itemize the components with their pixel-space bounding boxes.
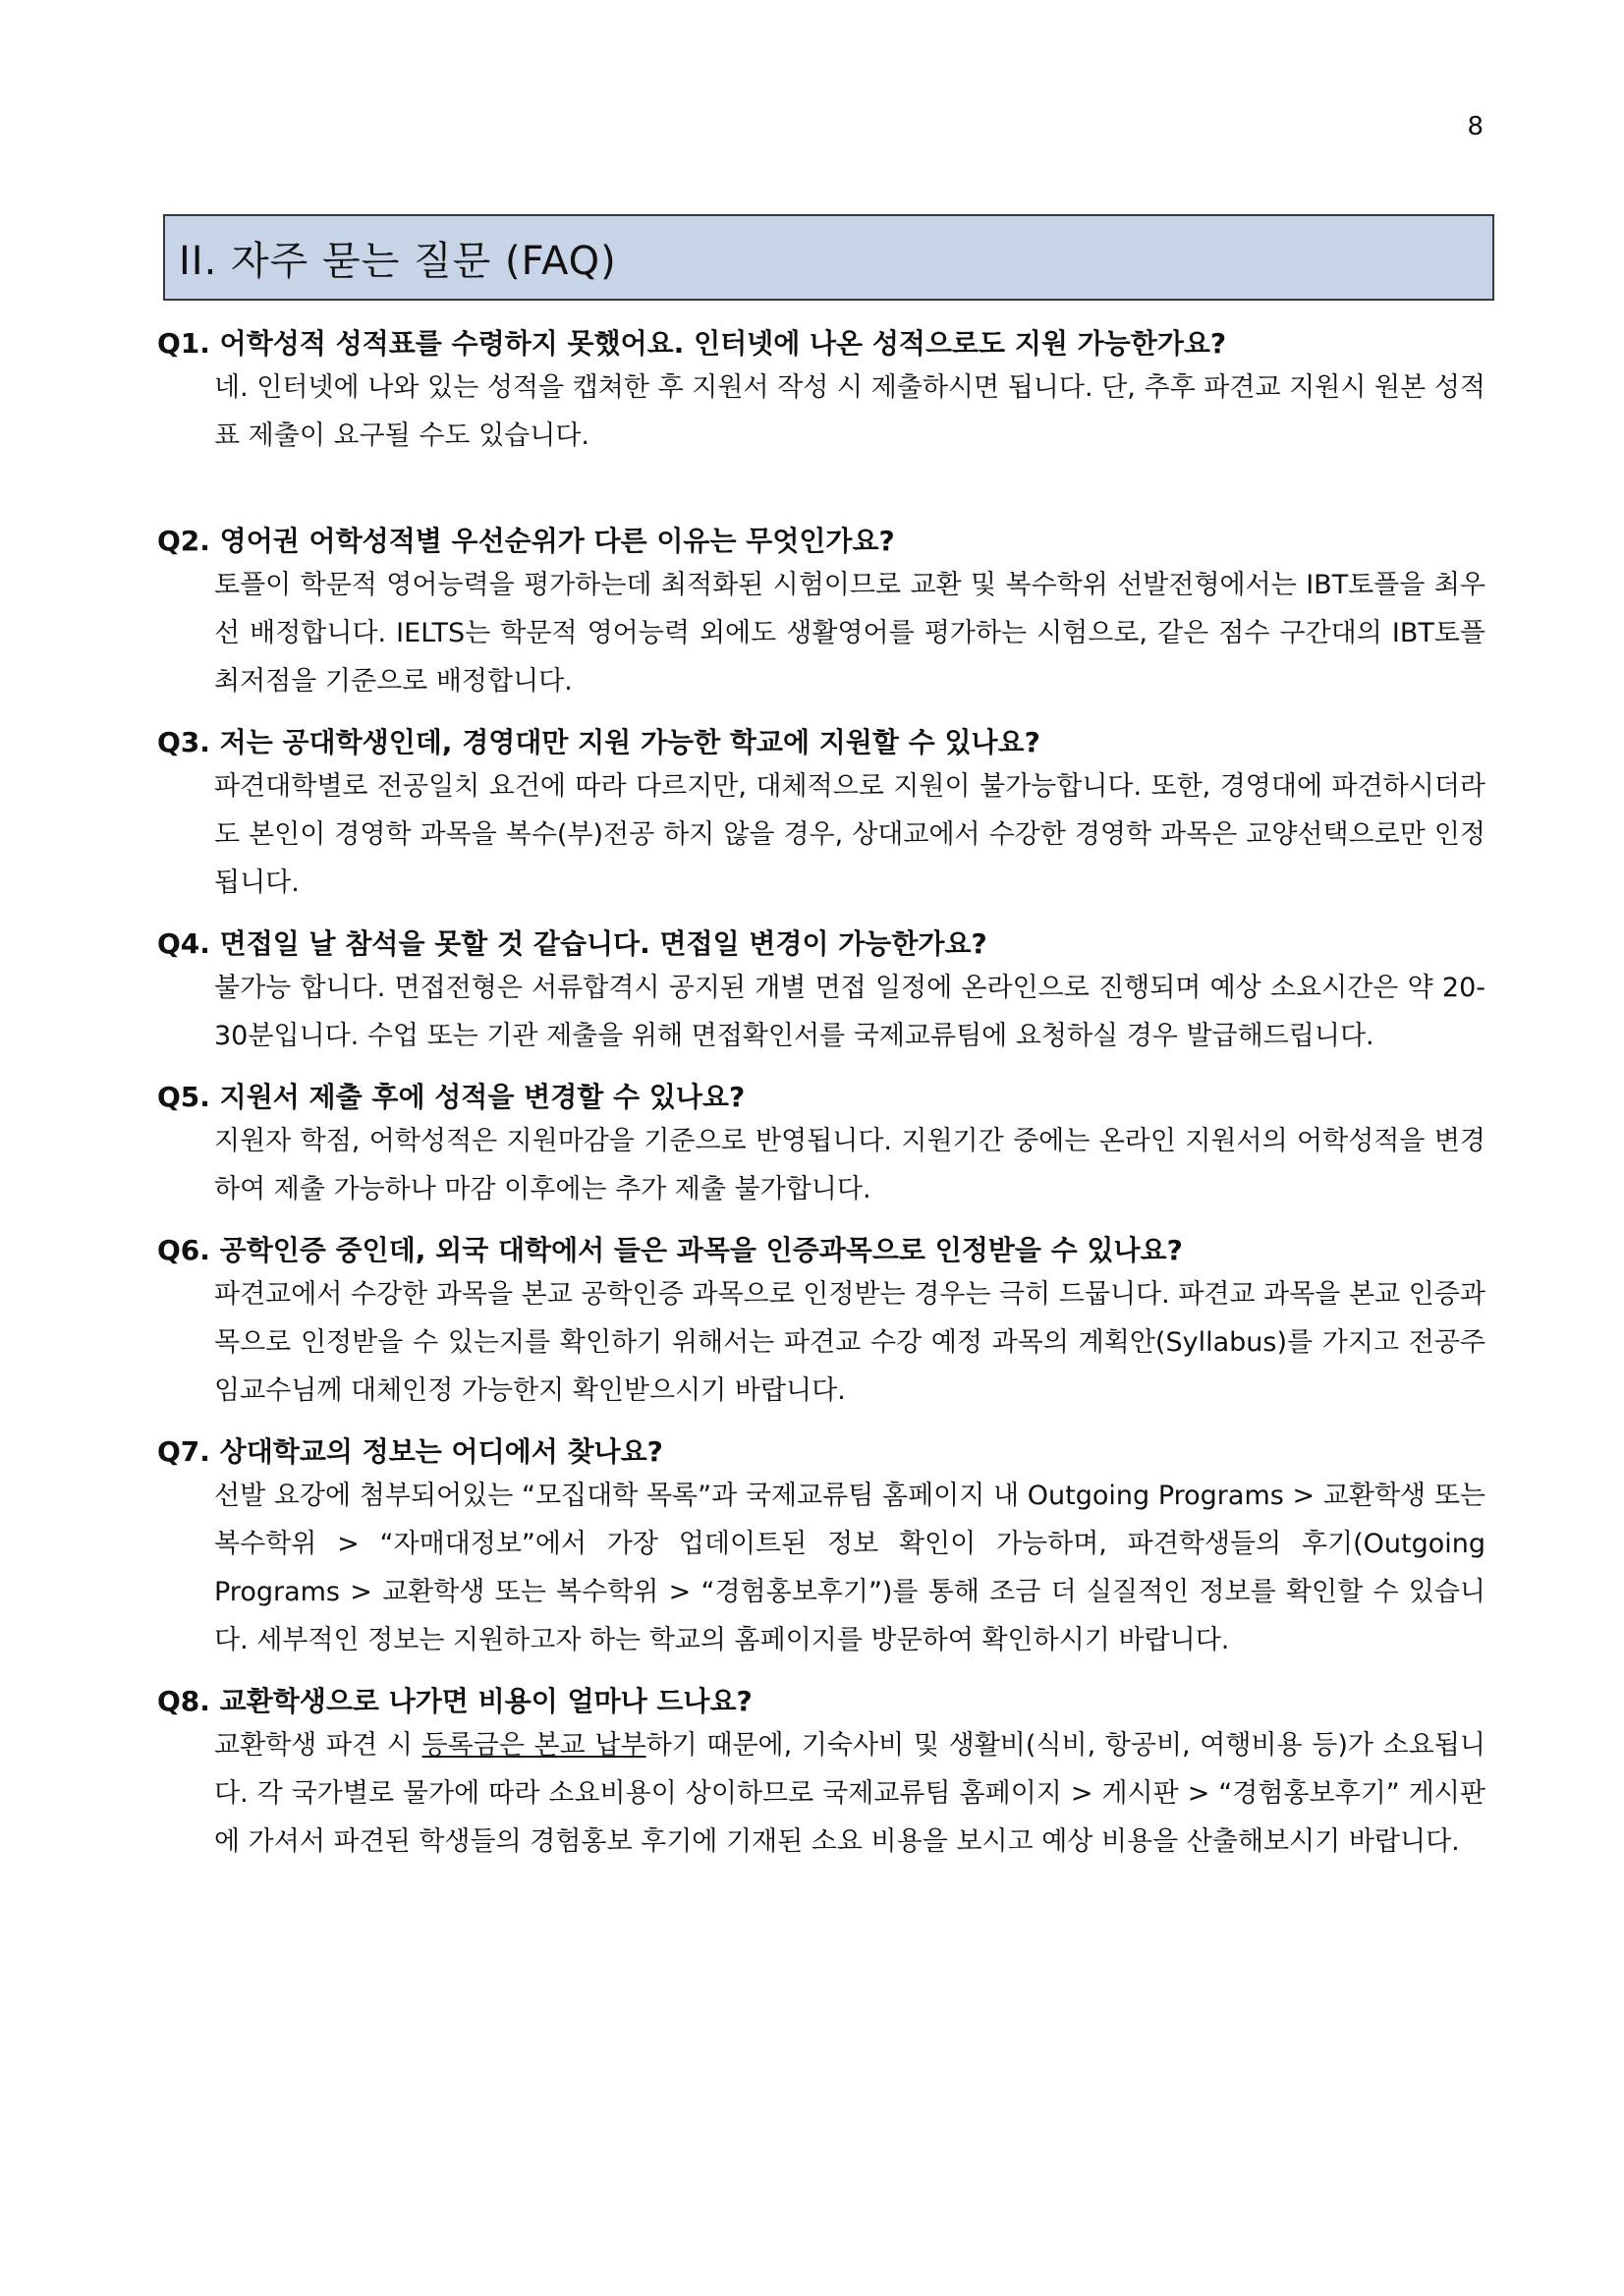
- faq-item-q6: [157, 1231, 1485, 1415]
- faq-answer: [157, 1721, 1485, 1866]
- faq-answer: 파견교에서 수강한 과목을 본교 공학인증 과목으로 인정받는 경우는 극히 드뭅니다. 파견교 과목을 본교 인증과목으로 인정받을 수 있는지를 확인하기 위해서는 파견교 수강 예정 과목의 계획안(Syllabus)를 가지고 전공주임교수님께 대체인정 가능한지 확인받으시기 바랍니다.: [214, 1279, 1485, 1406]
- answer-text-after: 하기 때문에, 기숙사비 및 생활비(식비, 항공비, 여행비용 등)가 소요됩니다. 각 국가별로 물가에 따라 소요비용이 상이하므로 국제교류팀 홈페이지 > 게시판 > “경험홍보후기” 게시판에 가셔서 파견된 학생들의 경험홍보 후기에 기재된 소요 비용을 보시고 예상 비용을 산출해보시기 바랍니다.: [214, 1730, 1485, 1857]
- faq-question: Q1. 어학성적 성적표를 수령하지 못했어요. 인터넷에 나온 성적으로도 지원 가능한가요?: [157, 327, 1227, 360]
- faq-question: Q7. 상대학교의 정보는 어디에서 찾나요?: [157, 1435, 663, 1468]
- section-title: II. 자주 묻는 질문 (FAQ): [179, 238, 617, 284]
- answer-underlined-text: 등록금은 본교 납부: [421, 1730, 646, 1761]
- faq-item-q8: [157, 1682, 1485, 1866]
- faq-answer: 불가능 합니다. 면접전형은 서류합격시 공지된 개별 면접 일정에 온라인으로 진행되며 예상 소요시간은 약 20-30분입니다. 수업 또는 기관 제출을 위해 면접확인서를 국제교류팀에 요청하실 경우 발급해드립니다.: [214, 973, 1485, 1051]
- faq-answer: 네. 인터넷에 나와 있는 성적을 캡쳐한 후 지원서 작성 시 제출하시면 됩니다. 단, 추후 파견교 지원시 원본 성적표 제출이 요구될 수도 있습니다.: [214, 372, 1485, 451]
- page-number: 8: [1467, 112, 1484, 141]
- faq-question: Q4. 면접일 날 참석을 못할 것 같습니다. 면접일 변경이 가능한가요?: [157, 927, 987, 960]
- faq-question: Q2. 영어권 어학성적별 우선순위가 다른 이유는 무엇인가요?: [157, 525, 895, 557]
- faq-item-q7: [157, 1432, 1485, 1664]
- faq-question: Q8. 교환학생으로 나가면 비용이 얼마나 드나요?: [157, 1685, 753, 1717]
- faq-question: Q3. 저는 공대학생인데, 경영대만 지원 가능한 학교에 지원할 수 있나요?: [157, 726, 1040, 758]
- section-header: [163, 214, 1494, 301]
- faq-answer: 지원자 학점, 어학성적은 지원마감을 기준으로 반영됩니다. 지원기간 중에는 온라인 지원서의 어학성적을 변경하여 제출 가능하나 마감 이후에는 추가 제출 불가합니다.: [214, 1126, 1485, 1204]
- faq-item-q4: [157, 924, 1485, 1060]
- faq-item-q1: [157, 324, 1485, 460]
- faq-answer: 선발 요강에 첨부되어있는 “모집대학 목록”과 국제교류팀 홈페이지 내 Outgoing Programs > 교환학생 또는 복수학위 > “자매대정보”에서 가장 업데이트된 정보 확인이 가능하며, 파견학생들의 후기(Outgoing Programs > 교환학생 또는 복수학위 > “경험홍보후기”)를 통해 조금 더 실질적인 정보를 확인할 수 있습니다. 세부적인 정보는 지원하고자 하는 학교의 홈페이지를 방문하여 확인하시기 바랍니다.: [214, 1481, 1485, 1655]
- faq-question: Q6. 공학인증 중인데, 외국 대학에서 들은 과목을 인증과목으로 인정받을 수 있나요?: [157, 1234, 1183, 1266]
- faq-item-q5: [157, 1078, 1485, 1213]
- faq-list: [157, 324, 1485, 1866]
- faq-question: Q5. 지원서 제출 후에 성적을 변경할 수 있나요?: [157, 1081, 746, 1113]
- faq-item-q2: [157, 522, 1485, 705]
- answer-text-before: 교환학생 파견 시: [214, 1730, 422, 1761]
- faq-item-q3: [157, 723, 1485, 907]
- faq-answer: 파견대학별로 전공일치 요건에 따라 다르지만, 대체적으로 지원이 불가능합니다. 또한, 경영대에 파견하시더라도 본인이 경영학 과목을 복수(부)전공 하지 않을 경우, 상대교에서 수강한 경영학 과목은 교양선택으로만 인정됩니다.: [214, 771, 1485, 898]
- faq-answer: 토플이 학문적 영어능력을 평가하는데 최적화된 시험이므로 교환 및 복수학위 선발전형에서는 IBT토플을 최우선 배정합니다. IELTS는 학문적 영어능력 외에도 생활영어를 평가하는 시험으로, 같은 점수 구간대의 IBT토플 최저점을 기준으로 배정합니다.: [214, 570, 1485, 697]
